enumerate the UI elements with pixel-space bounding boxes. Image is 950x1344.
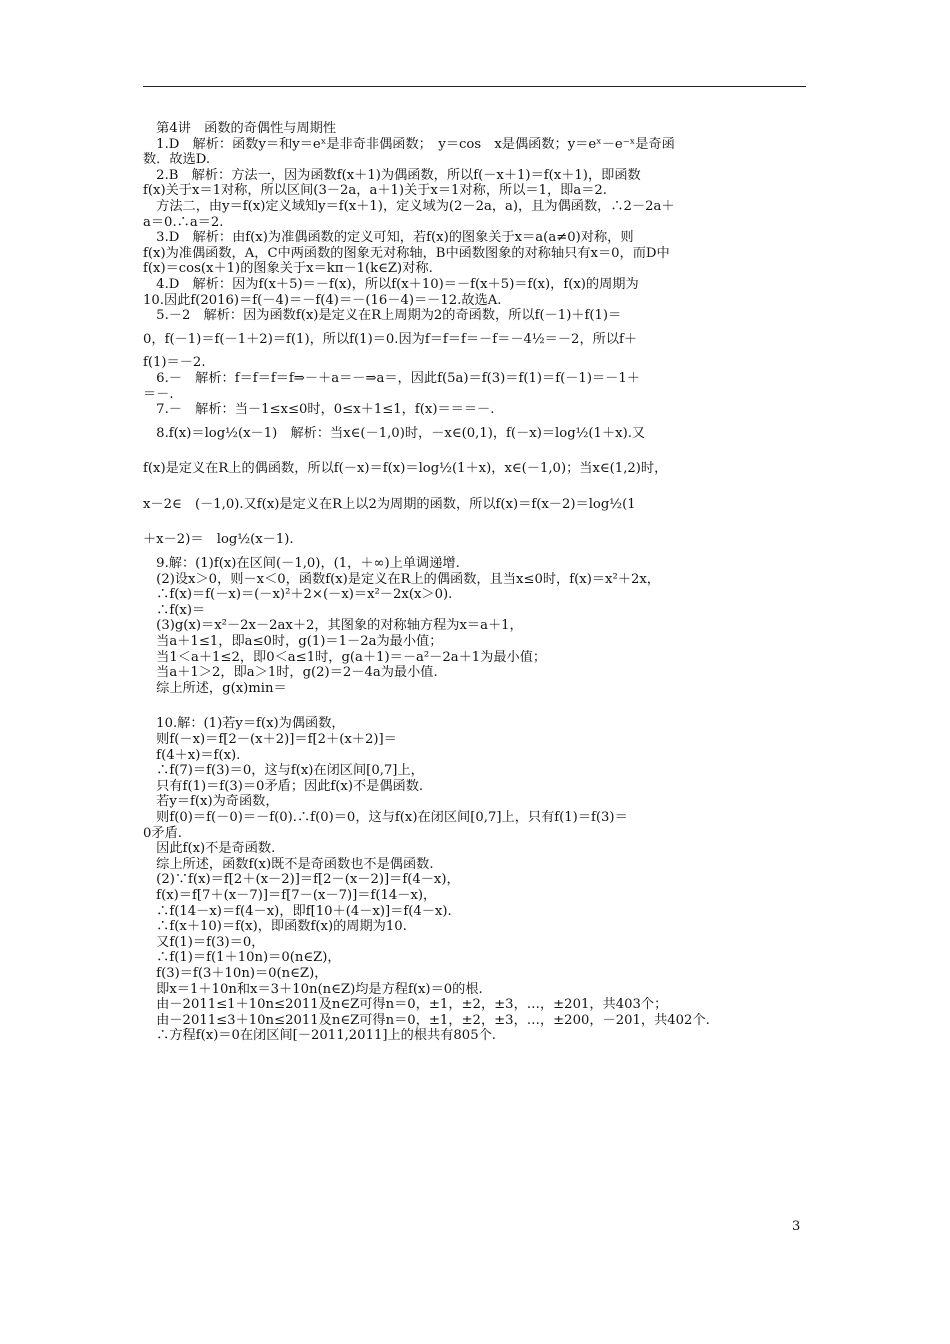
- text-line: 又f(1)＝f(3)＝0，: [143, 934, 265, 950]
- text-line: 由－2011≤3＋10n≤2011及n∈Z可得n＝0，±1，±2，±3，…，±200，－201，共402个.: [143, 1012, 710, 1028]
- text-line: 当a＋1≤1，即a≤0时，g(1)＝1－2a为最小值；: [143, 634, 443, 650]
- text-line: 6.－ 解析：f＝f＝f＝f⇒－＋a＝－⇒a＝，因此f(5a)＝f(3)＝f(1)＝f(－1)＝－1＋: [143, 370, 640, 386]
- text-line: 由－2011≤1＋10n≤2011及n∈Z可得n＝0，±1，±2，±3，…，±201，共403个；: [143, 997, 668, 1013]
- header-rule: [143, 86, 806, 87]
- text-line: f(x)关于x＝1对称，所以区间(3－2a，a＋1)关于x＝1对称，所以＝1，即a＝2.: [143, 183, 607, 199]
- text-line: ∴f(1)＝f(1＋10n)＝0(n∈Z)，: [143, 950, 341, 966]
- text-line: ∴f(x＋10)＝f(x)，即函数f(x)的周期为10.: [143, 919, 407, 935]
- text-line: ＝－.: [143, 386, 174, 402]
- text-line: 即x＝1＋10n和x＝3＋10n(n∈Z)均是方程f(x)＝0的根.: [143, 981, 483, 997]
- text-line: 3.D 解析：由f(x)为准偶函数的定义可知，若f(x)的图象关于x＝a(a≠0)对称，则: [143, 230, 634, 246]
- text-line: 9.解：(1)f(x)在区间(－1,0)，(1，＋∞)上单调递增.: [143, 556, 460, 572]
- text-line: f(3)＝f(3＋10n)＝0(n∈Z)，: [143, 965, 328, 981]
- text-line: ∴f(14－x)＝f(4－x)，即f[10＋(4－x)]＝f(4－x).: [143, 903, 452, 919]
- solution-text: [143, 121, 815, 1044]
- text-line: (2)∵f(x)＝f[2＋(x－2)]＝f[2－(x－2)]＝f(4－x)，: [143, 872, 460, 888]
- text-line: ∴f(x)＝: [143, 602, 206, 618]
- text-line: (2)设x＞0，则－x＜0，函数f(x)是定义在R上的偶函数，且当x≤0时，f(x)＝x²＋2x，: [143, 571, 660, 587]
- text-line: 10.因此f(2016)＝f(－4)＝－f(4)＝－(16－4)＝－12.故选A.: [143, 292, 502, 308]
- text-line: 5.－2 解析：因为函数f(x)是定义在R上周期为2的奇函数，所以f(－1)＋f(1)＝: [143, 308, 622, 324]
- text-line: 当1＜a＋1≤2，即0＜a≤1时，g(a＋1)＝－a²－2a＋1为最小值；: [143, 649, 547, 665]
- text-line: 若y＝f(x)为奇函数，: [143, 794, 279, 810]
- text-line: 只有f(1)＝f(3)＝0矛盾；因此f(x)不是偶函数.: [143, 778, 424, 794]
- text-line: f(x)＝cos(x＋1)的图象关于x＝kπ－1(k∈Z)对称.: [143, 261, 433, 277]
- text-line: 因此f(x)不是奇函数.: [143, 841, 276, 857]
- text-line: 7.－ 解析：当－1≤x≤0时，0≤x＋1≤1，f(x)＝＝＝－.: [143, 402, 495, 418]
- text-line: 1.D 解析：函数y＝和y＝eˣ是非奇非偶函数； y＝cos x是偶函数；y＝eˣ－e⁻ˣ是奇函: [143, 136, 675, 152]
- text-line: 则f(－x)＝f[2－(x＋2)]＝f[2＋(x＋2)]＝: [143, 732, 397, 747]
- text-line: 0矛盾.: [143, 825, 182, 841]
- text-line: 当a＋1＞2，即a＞1时，g(2)＝2－4a为最小值.: [143, 665, 438, 681]
- text-line: 2.B 解析：方法一，因为函数f(x＋1)为偶函数，所以f(－x＋1)＝f(x＋1)，即函数: [143, 167, 641, 183]
- text-line: a＝0.∴a＝2.: [143, 214, 224, 230]
- text-line: 8.f(x)＝log½(x－1) 解析：当x∈(－1,0)时，－x∈(0,1)，f(－x)＝log½(1＋x).又: [143, 425, 646, 441]
- text-line: 综上所述，函数f(x)既不是奇函数也不是偶函数.: [143, 856, 434, 872]
- text-line: ∴方程f(x)＝0在闭区间[－2011,2011]上的根共有805个.: [143, 1028, 496, 1044]
- text-line: 4.D 解析：因为f(x＋5)＝－f(x)，所以f(x＋10)＝－f(x＋5)＝f(x)，f(x)的周期为: [143, 276, 639, 292]
- text-line: ∴f(x)＝f(－x)＝(－x)²＋2×(－x)＝x²－2x(x＞0).: [143, 587, 453, 603]
- text-line: ∴f(7)＝f(3)＝0，这与f(x)在闭区间[0,7]上，: [143, 763, 424, 779]
- text-line: 0，f(－1)＝f(－1＋2)＝f(1)，所以f(1)＝0.因为f＝f＝f＝－f＝－4½＝－2，所以f＋: [143, 331, 638, 347]
- text-line: 10.解：(1)若y＝f(x)为偶函数，: [143, 716, 345, 732]
- text-line: 则f(0)＝f(－0)＝－f(0).∴f(0)＝0，这与f(x)在闭区间[0,7]上，只有f(1)＝f(3)＝: [143, 809, 628, 825]
- text-line: 综上所述，g(x)min＝: [143, 680, 287, 696]
- text-line: (3)g(x)＝x²－2x－2ax＋2，其图象的对称轴方程为x＝a＋1，: [143, 618, 523, 634]
- section-title: 第4讲 函数的奇偶性与周期性: [143, 121, 337, 136]
- text-line: f(x)为准偶函数，A，C中两函数的图象无对称轴，B中函数图象的对称轴只有x＝0，而D中: [143, 245, 670, 261]
- text-line: x－2∈ (－1,0).又f(x)是定义在R上以2为周期的函数，所以f(x)＝f(x－2)＝log½(1: [143, 496, 636, 512]
- text-line: 方法二，由y＝f(x)定义域知y＝f(x＋1)，定义域为(2－2a，a)，且为偶函数，∴2－2a＋: [143, 198, 675, 214]
- text-line: 数．故选D.: [143, 152, 211, 168]
- text-line: f(1)＝－2.: [143, 355, 206, 371]
- text-line: f(x)＝f[7＋(x－7)]＝f[7－(x－7)]＝f(14－x)，: [143, 887, 437, 903]
- text-line: ＋x－2)＝ log½(x－1).: [143, 532, 294, 548]
- page-number: 3: [792, 1219, 801, 1234]
- text-line: f(4＋x)＝f(x).: [143, 747, 241, 763]
- text-line: f(x)是定义在R上的偶函数，所以f(－x)＝f(x)＝log½(1＋x)，x∈(－1,0)；当x∈(1,2)时，: [143, 461, 668, 477]
